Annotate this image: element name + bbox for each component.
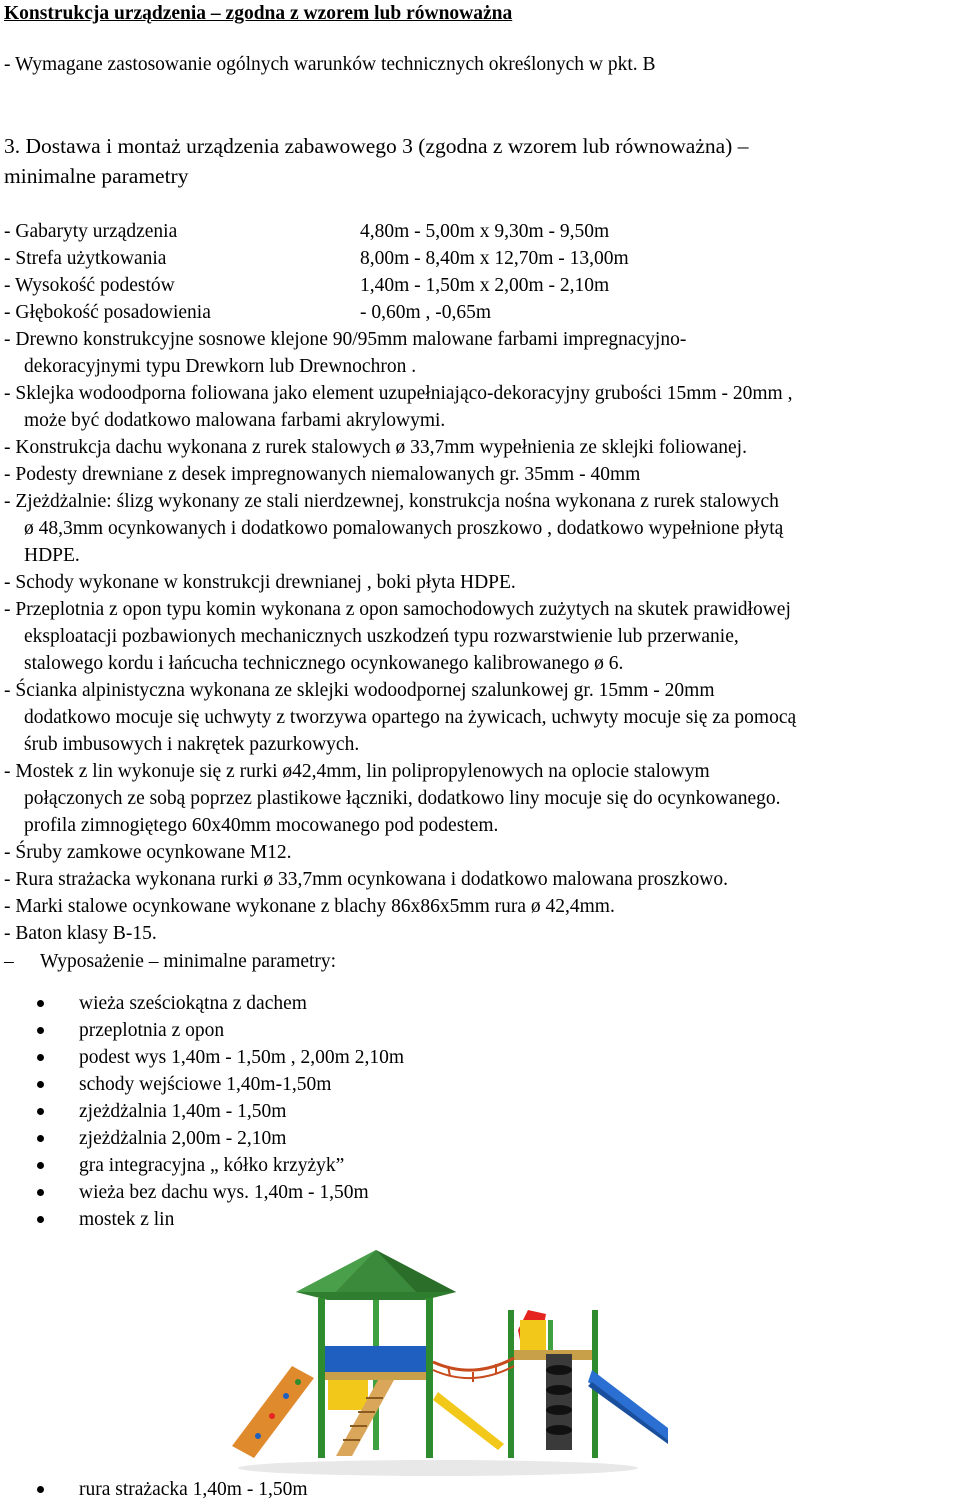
dash-marker: –: [4, 951, 14, 972]
section-subtitle: minimalne parametry: [4, 164, 189, 188]
bullet-icon: [37, 1054, 44, 1061]
list-item-label: rura strażacka 1,40m - 1,50m: [79, 1479, 308, 1500]
list-item-label: schody wejściowe 1,40m-1,50m: [79, 1074, 332, 1095]
list-item-label: podest wys 1,40m - 1,50m , 2,00m 2,10m: [79, 1047, 404, 1068]
list-item-label: zjeżdżalnia 1,40m - 1,50m: [79, 1101, 287, 1122]
param-row: [4, 299, 491, 326]
list-item-label: wieża bez dachu wys. 1,40m - 1,50m: [79, 1182, 369, 1203]
param-label: - Głębokość posadowienia: [4, 302, 211, 323]
bullet-icon: [37, 1162, 44, 1169]
equipment-heading: [4, 948, 336, 975]
spec-line: połączonych ze sobą poprzez plastikowe łączniki, dodatkowo liny mocuje się do ocynkowanego.: [24, 788, 781, 809]
spec-line: dodatkowo mocuje się uchwyty z tworzywa opartego na żywicach, uchwyty mocuje się za pomocą: [24, 707, 797, 728]
spec-line: śrub imbusowych i nakrętek pazurkowych.: [24, 734, 360, 755]
list-item-label: wieża sześciokątna z dachem: [79, 993, 307, 1014]
bullet-icon: [37, 1486, 44, 1493]
bullet-icon: [37, 1189, 44, 1196]
param-label: - Strefa użytkowania: [4, 248, 167, 269]
playground-illustration: [228, 1250, 668, 1478]
bullet-icon: [37, 1027, 44, 1034]
bullet-icon: [37, 1216, 44, 1223]
equipment-title: Wyposażenie – minimalne parametry:: [40, 951, 337, 972]
list-item-label: gra integracyjna „ kółko krzyżyk”: [79, 1155, 345, 1176]
spec-line: dekoracyjnymi typu Drewkorn lub Drewnochron .: [24, 356, 417, 377]
list-item-label: mostek z lin: [79, 1209, 175, 1230]
param-label: - Gabaryty urządzenia: [4, 221, 178, 242]
spec-line: - Baton klasy B-15.: [4, 923, 157, 944]
general-note: - Wymagane zastosowanie ogólnych warunków technicznych określonych w pkt. B: [4, 54, 656, 75]
spec-line: HDPE.: [24, 545, 80, 566]
spec-line: - Drewno konstrukcyjne sosnowe klejone 90/95mm malowane farbami impregnacyjno-: [4, 329, 687, 350]
param-row: [4, 218, 609, 245]
spec-line: - Konstrukcja dachu wykonana z rurek stalowych ø 33,7mm wypełnienia ze sklejki foliowanej.: [4, 437, 747, 458]
spec-line: - Rura strażacka wykonana rurki ø 33,7mm ocynkowana i dodatkowo malowana proszkowo.: [4, 869, 729, 890]
page-heading: Konstrukcja urządzenia – zgodna z wzorem lub równoważna: [4, 3, 513, 24]
spec-line: ø 48,3mm ocynkowanych i dodatkowo pomalowanych proszkowo , dodatkowo wypełnione płytą: [24, 518, 784, 539]
bullet-icon: [37, 1000, 44, 1007]
param-label: - Wysokość podestów: [4, 275, 175, 296]
spec-line: - Mostek z lin wykonuje się z rurki ø42,4mm, lin polipropylenowych na oplocie stalowym: [4, 761, 710, 782]
list-item-label: przeplotnia z opon: [79, 1020, 225, 1041]
bullet-icon: [37, 1081, 44, 1088]
spec-line: profila zimnogiętego 60x40mm mocowanego pod podestem.: [24, 815, 499, 836]
spec-line: eksploatacji pozbawionych mechanicznych uszkodzeń typu rozwarstwienie lub przerwanie,: [24, 626, 739, 647]
spec-line: - Marki stalowe ocynkowane wykonane z blachy 86x86x5mm rura ø 42,4mm.: [4, 896, 615, 917]
spec-line: - Zjeżdżalnie: ślizg wykonany ze stali nierdzewnej, konstrukcja nośna wykonana z rurek stalowych: [4, 491, 779, 512]
spec-line: - Ścianka alpinistyczna wykonana ze sklejki wodoodpornej szalunkowej gr. 15mm - 20mm: [4, 680, 715, 701]
bullet-icon: [37, 1108, 44, 1115]
section-title: 3. Dostawa i montaż urządzenia zabawowego 3 (zgodna z wzorem lub równoważna) –: [4, 134, 749, 158]
spec-line: - Sklejka wodoodporna foliowana jako element uzupełniająco-dekoracyjny grubości 15mm - 20mm ,: [4, 383, 793, 404]
param-value: 8,00m - 8,40m x 12,70m - 13,00m: [360, 248, 629, 269]
spec-line: - Schody wykonane w konstrukcji drewnianej , boki płyta HDPE.: [4, 572, 516, 593]
param-value: 4,80m - 5,00m x 9,30m - 9,50m: [360, 221, 610, 242]
spec-line: - Przeplotnia z opon typu komin wykonana z opon samochodowych zużytych na skutek prawidłowej: [4, 599, 791, 620]
param-row: [4, 272, 609, 299]
param-value: - 0,60m , -0,65m: [360, 302, 492, 323]
spec-line: - Podesty drewniane z desek impregnowanych niemalowanych gr. 35mm - 40mm: [4, 464, 641, 485]
param-row: [4, 245, 629, 272]
spec-line: może być dodatkowo malowana farbami akrylowymi.: [24, 410, 446, 431]
param-value: 1,40m - 1,50m x 2,00m - 2,10m: [360, 275, 610, 296]
spec-line: stalowego kordu i łańcucha technicznego ocynkowanego kalibrowanego ø 6.: [24, 653, 624, 674]
spec-line: - Śruby zamkowe ocynkowane M12.: [4, 842, 292, 863]
list-item-label: zjeżdżalnia 2,00m - 2,10m: [79, 1128, 287, 1149]
bullet-icon: [37, 1135, 44, 1142]
